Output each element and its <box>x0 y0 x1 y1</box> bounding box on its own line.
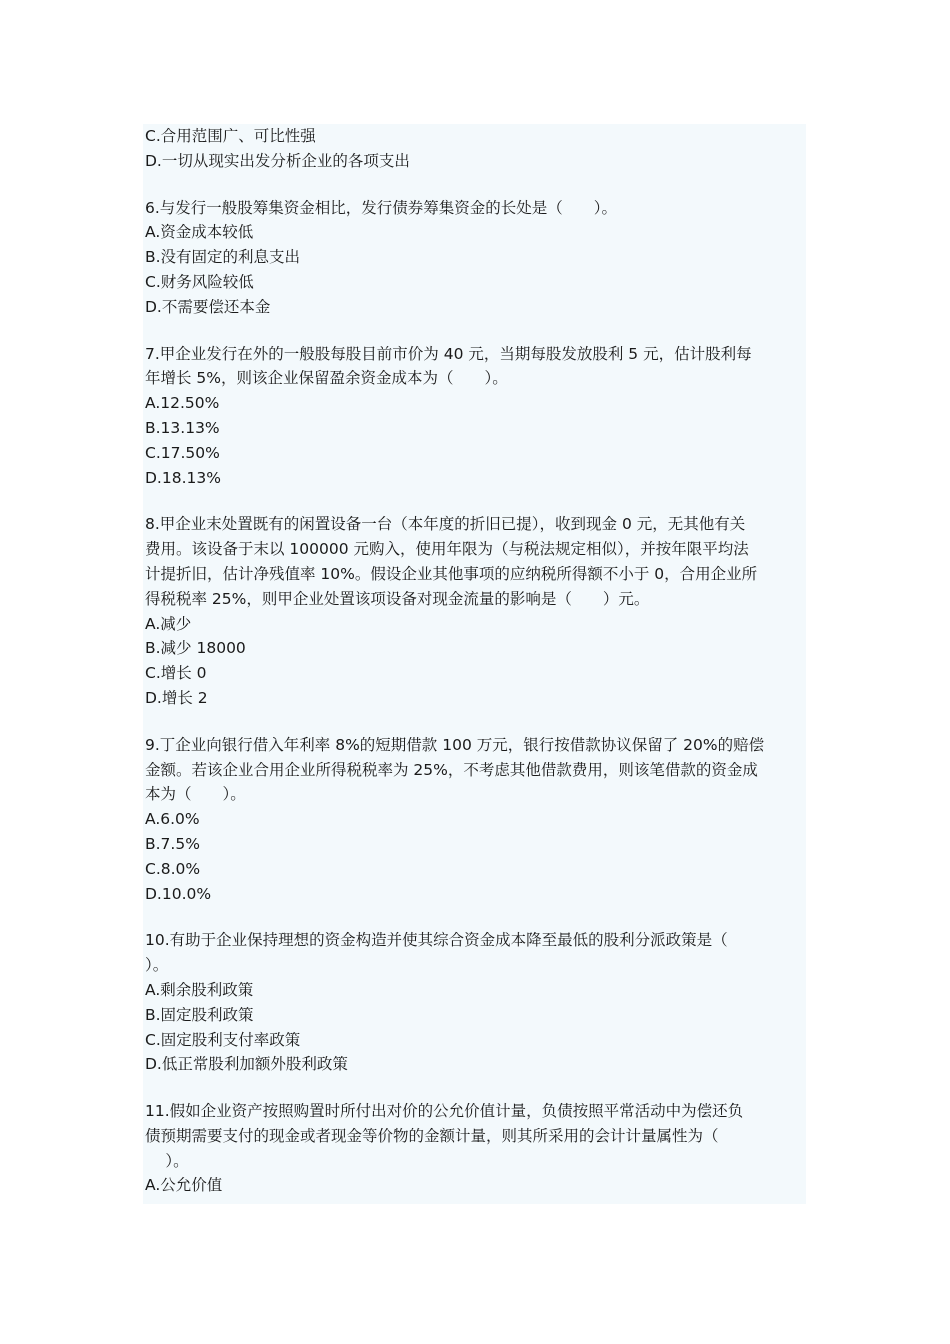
answer-option: C.增长 0 <box>145 664 207 683</box>
question-text-line: 10.有助于企业保持理想的资金构造并使其综合资金成本降至最低的股利分派政策是（ <box>145 931 728 950</box>
question-block <box>145 1099 806 1198</box>
block-gap <box>145 1077 806 1099</box>
question-block <box>145 196 806 320</box>
block-gap <box>145 320 806 342</box>
question-list <box>143 124 806 1204</box>
question-block <box>145 124 806 174</box>
answer-option: D.增长 2 <box>145 688 208 707</box>
answer-option: D.18.13% <box>145 468 221 487</box>
question-text-line: 6.与发行一般股筹集资金相比，发行债券筹集资金的长处是（ ）。 <box>145 198 618 217</box>
answer-option: C.合用范围广、可比性强 <box>145 127 316 145</box>
answer-option: C.17.50% <box>145 443 220 462</box>
question-text-line: 9.丁企业向银行借入年利率 8%的短期借款 100 万元，银行按借款协议保留了 20%的赔偿 <box>145 735 765 754</box>
question-text-line: 本为（ ）。 <box>145 785 246 804</box>
question-text-line: 8.甲企业末处置既有的闲置设备一台（本年度的折旧已提），收到现金 0 元，无其他有关 <box>145 515 746 534</box>
answer-option: A.公允价值 <box>145 1176 223 1195</box>
question-text-line: 计提折旧，估计净残值率 10%。假设企业其他事项的应纳税所得额不小于 0，合用企业所 <box>145 564 758 583</box>
question-block <box>145 733 806 907</box>
block-gap <box>145 906 806 928</box>
answer-option: A.12.50% <box>145 394 220 413</box>
answer-option: D.不需要偿还本金 <box>145 297 271 316</box>
question-block <box>145 512 806 710</box>
answer-option: B.13.13% <box>145 418 220 437</box>
question-text-line: 费用。该设备于末以 100000 元购入，使用年限为（与税法规定相似），并按年限平均法 <box>145 540 749 559</box>
answer-option: B.减少 18000 <box>145 639 246 658</box>
answer-option: A.减少 <box>145 614 192 633</box>
question-text-line: 金额。若该企业合用企业所得税税率为 25%，不考虑其他借款费用，则该笔借款的资金成 <box>145 760 758 779</box>
question-block <box>145 928 806 1077</box>
answer-option: B.7.5% <box>145 834 200 853</box>
question-text-line: 11.假如企业资产按照购置时所付出对价的公允价值计量，负债按照平常活动中为偿还负 <box>145 1102 744 1121</box>
answer-option: D.低正常股利加额外股利政策 <box>145 1055 348 1074</box>
answer-option: B.没有固定的利息支出 <box>145 248 301 267</box>
answer-option: C.8.0% <box>145 859 201 878</box>
answer-option: D.10.0% <box>145 884 212 903</box>
question-text-line: 年增长 5%，则该企业保留盈余资金成本为（ ）。 <box>145 369 508 388</box>
answer-option: A.6.0% <box>145 810 200 829</box>
answer-option: A.资金成本较低 <box>145 223 254 242</box>
question-text-line: ）。 <box>145 956 169 975</box>
question-text-line: 7.甲企业发行在外的一般股每股目前市价为 40 元，当期每股发放股利 5 元，估计股利每 <box>145 344 752 363</box>
block-gap <box>145 711 806 733</box>
answer-option: A.剩余股利政策 <box>145 980 254 999</box>
answer-option: D.一切从现实出发分析企业的各项支出 <box>145 151 410 170</box>
answer-option: C.固定股利支付率政策 <box>145 1030 301 1049</box>
block-gap <box>145 490 806 512</box>
answer-option: B.固定股利政策 <box>145 1005 254 1024</box>
question-text-line: 债预期需要支付的现金或者现金等价物的金额计量，则其所采用的会计计量属性为（ <box>145 1126 719 1145</box>
question-text-line: ）。 <box>145 1151 189 1170</box>
question-block <box>145 342 806 491</box>
question-text-line: 得税税率 25%，则甲企业处置该项设备对现金流量的影响是（ ）元。 <box>145 589 650 608</box>
answer-option: C.财务风险较低 <box>145 272 254 291</box>
block-gap <box>145 174 806 196</box>
